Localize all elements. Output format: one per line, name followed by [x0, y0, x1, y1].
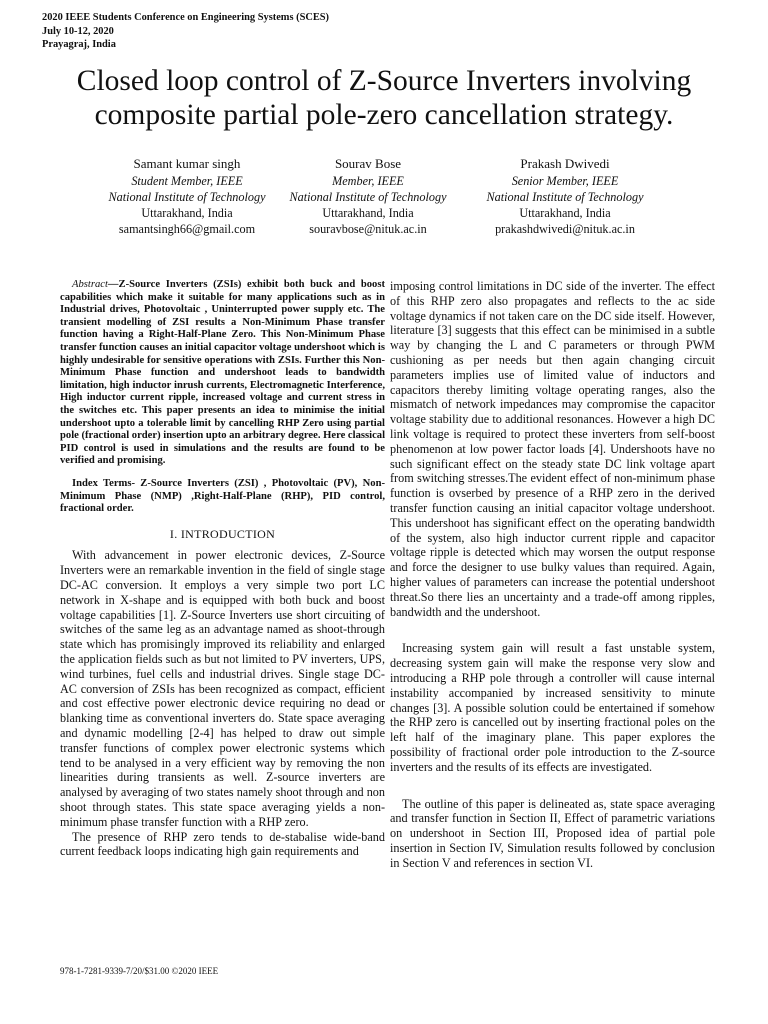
intro-paragraph-2-end: imposing control limitations in DC side of the inverter. The effect of this RHP zero also propagates and reflects to the ac side voltage dynamics if not taken care on the DC side itself. However, literature [3] suggests that this effect can be minimised in a subtle way by changing the L and C parameters or through PWM cushioning as per needs but then again changing circuit parameters implies use of limited value of inductors and capacitors thereby limiting voltage operating ranges, also the mismatch of network impedances may compromise the capacitor voltage stability due to additional resonances. However a high DC link voltage is required to protect these inverters from self-boost phenomenon at low power factor loads [4]. Undershoots have no such significant effect on the steady state DC link voltage apart from switching stresses.The evident effect of non-minimum phase function is ovserbed by presence of a RHP zero in the derived transfer function causing an initial capacitor voltage undershoot. This undershoot has significant effect on the operating bandwidth of the system, also high inductor current ripple and capacitor voltage ripple is detected which may worsen the output response and force the designer to use bulky values than required. Again, higher values of parameters can increase the potential undershoot threat.So there lies an uncertainty and a trade-off among ripples, bandwidth and the undershoot.: [390, 279, 715, 619]
section-heading-introduction: I. INTRODUCTION: [169, 526, 276, 541]
author-email: souravbose@nituk.ac.in: [309, 222, 427, 236]
conference-dates: July 10-12, 2020: [42, 25, 114, 37]
author-email: prakashdwivedi@nituk.ac.in: [495, 222, 635, 236]
conference-location: Prayagraj, India: [42, 39, 116, 50]
author-institute: National Institute of Technology: [486, 190, 644, 204]
paper-title: Closed loop control of Z-Source Inverters involving composite partial pole-zero cancellation strategy.: [76, 65, 692, 131]
intro-paragraph-4: The outline of this paper is delineated as, state space averaging and transfer function in Section II, Effect of parametric variations on undershoot in Section III, Proposed idea of partial pole insertion in Section IV, Simulation results followed by conclusion in Section V and references in section VI.: [390, 796, 715, 870]
abstract: [60, 279, 385, 468]
author-name: Prakash Dwivedi: [520, 156, 610, 171]
author-institute: National Institute of Technology: [108, 190, 266, 204]
author-email: samantsingh66@gmail.com: [118, 222, 256, 236]
author-location: Uttarakhand, India: [322, 206, 414, 220]
author-name: Samant kumar singh: [133, 156, 241, 171]
abstract-text: —Z-Source Inverters (ZSIs) exhibit both buck and boost capabilities which make it suitable for many applications such as in Industrial drives, Photovoltaic , Uninterrupted power supply etc. The transient modelling of ZSI results a Non-Minimum Phase transfer function having a Right-Half-Plane Zero. This Non-Minimum Phase transfer function causes an initial capacitor voltage undershoot which is highly undesirable for sensitive operations with ZSIs. Further this Non-Minimum Phase function and undershoot leads to bandwidth limitation, high inductor inrush currents, Electromagnetic Interference, High inductor current ripple, increased voltage and current stress in the switches etc. This paper presents an idea to minimise the initial undershoot upto a tolerable limit by cancelling RHP Zero using partial pole (fractional order) insertion upto an arbitrary degree. Here classical PID control is used in simulations and the results are found to be verified and promising.: [60, 279, 386, 467]
author-block-2: [278, 156, 458, 237]
author-location: Uttarakhand, India: [519, 206, 611, 220]
footer-copyright: 978-1-7281-9339-7/20/$31.00 ©2020 IEEE: [60, 966, 219, 976]
author-institute: National Institute of Technology: [289, 190, 447, 204]
intro-paragraph-1: With advancement in power electronic devices, Z-Source Inverters were an remarkable invention in the field of single stage DC-AC conversion. It employs a very simple two port LC network in X-shape and is equipped with both buck and boost voltage capabilities [1]. Z-Source Inverters use short circuiting of switches of the same leg as an advantage named as shoot-through state which has promisingly improved its reliability and enlarged the application fields such as but not limited to PV inverters, UPS, wind turbines, fuel cells and industrial drives. Single stage DC-AC conversion of ZSIs has been recognized as compact, efficient and cost effective power electronic device requiring no dead or blanking time as conventional inverters do. State space averaging and dynamic modelling [2-4] has helped to draw out simple transfer functions of complex power electronic systems which tend to be analysed in a very efficient way by removing the non linearities during transients as well. Z-source inverters are analysed by averaging of two states namely shoot through and non shoot through states. This state space averaging yields a non-minimum phase transfer function with a RHP zero.: [60, 548, 385, 829]
intro-paragraph-3: Increasing system gain will result a fast unstable system, decreasing system gain will make the response very slow and introducing a RHP pole through a controller will cause internal instability accompanied by increased sensitivity to minute changes [3]. A possible solution could be entertained if somehow the RHP zero is cancelled out by inserting fractional poles on the left half of the imaginary plane. This paper explores the possibility of fractional order pole introduction to the Z-source inverters and the results of its effects are investigated.: [390, 641, 715, 774]
author-role: Student Member, IEEE: [131, 174, 243, 188]
author-location: Uttarakhand, India: [141, 206, 233, 220]
intro-paragraph-2-start: The presence of RHP zero tends to de-stabalise wide-band current feedback loops indicating high gain requirements and: [60, 829, 385, 859]
conference-header: [42, 11, 329, 52]
conference-name: 2020 IEEE Students Conference on Engineering Systems (SCES): [42, 12, 330, 23]
author-name: Sourav Bose: [334, 156, 402, 171]
author-role: Senior Member, IEEE: [511, 174, 619, 188]
author-block-3: [470, 156, 660, 237]
index-terms: Index Terms- Z-Source Inverters (ZSI) , Photovoltaic (PV), Non-Minimum Phase (NMP) ,Right-Half-Plane (RHP), PID control, fractional order.: [60, 477, 385, 515]
abstract-label: Abstract: [72, 279, 108, 290]
right-column: [390, 279, 715, 870]
left-column: [60, 279, 385, 859]
author-block-1: [82, 156, 292, 237]
author-role: Member, IEEE: [332, 174, 404, 188]
